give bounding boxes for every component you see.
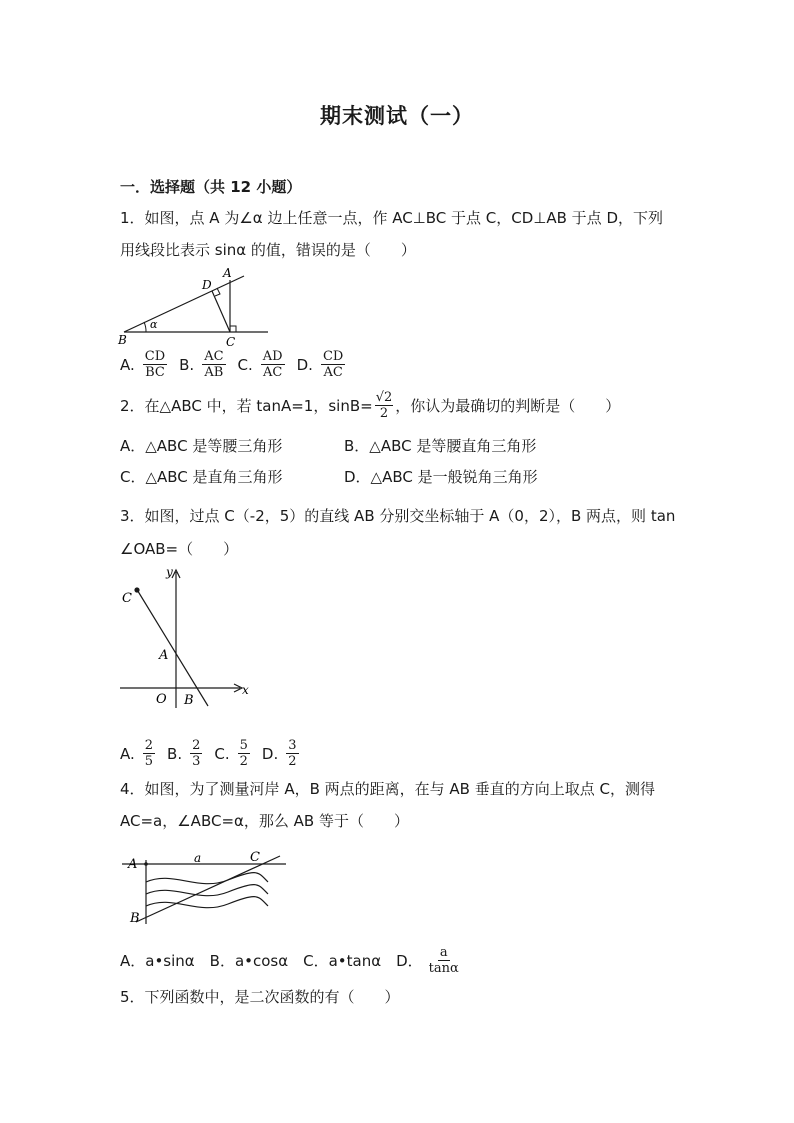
q1-option-d-den: AC bbox=[323, 365, 343, 380]
q3-option-d-label: D. bbox=[261, 744, 279, 763]
q1-option-d-fraction bbox=[321, 349, 345, 380]
q3-options bbox=[120, 738, 311, 769]
q1-label-b: B bbox=[118, 333, 127, 347]
q1-option-d-label: D. bbox=[296, 355, 313, 374]
q3-option-d-fraction bbox=[286, 738, 298, 769]
q1-option-a-label: A. bbox=[120, 355, 135, 374]
q2-options-row2 bbox=[120, 466, 568, 487]
q2-stem bbox=[120, 390, 620, 421]
q1-option-a-num: CD bbox=[144, 349, 166, 364]
q1-option-c-den: AC bbox=[263, 365, 283, 380]
q4-option-d-den: tanα bbox=[428, 961, 459, 976]
q3-line2: ∠OAB=（ ） bbox=[120, 540, 239, 558]
q1-option-d-num: CD bbox=[322, 349, 344, 364]
q4-point-a bbox=[144, 862, 148, 866]
q3-label-a: A bbox=[159, 648, 169, 663]
q4-label-c: C bbox=[250, 850, 260, 865]
section-heading: 一．选择题（共 12 小题） bbox=[120, 178, 302, 196]
q2-frac-den: 2 bbox=[379, 406, 389, 421]
q3-option-a-label: A. bbox=[120, 744, 135, 763]
q1-option-c-label: C. bbox=[237, 355, 253, 374]
q3-option-b-label: B. bbox=[167, 744, 183, 763]
q1-options bbox=[120, 349, 357, 380]
q3-option-a-num: 2 bbox=[144, 738, 154, 753]
q4-figure bbox=[118, 846, 288, 930]
q1-option-d[interactable] bbox=[297, 349, 346, 380]
q2-option-c[interactable]: C．△ABC 是直角三角形 bbox=[120, 468, 283, 486]
q2-prefix: 2．在△ABC 中，若 tanA=1，sinB= bbox=[120, 397, 373, 415]
q3-figure bbox=[116, 562, 256, 712]
q1-angle-arc bbox=[144, 322, 146, 332]
q3-option-d-num: 3 bbox=[288, 738, 297, 753]
q1-option-b-label: B. bbox=[179, 355, 195, 374]
q3-label-b: B bbox=[184, 693, 194, 708]
q3-label-o: O bbox=[156, 692, 167, 707]
q2-option-a[interactable]: A．△ABC 是等腰三角形 bbox=[120, 437, 283, 455]
q3-option-a-den: 5 bbox=[144, 754, 154, 769]
q3-option-d[interactable] bbox=[262, 738, 299, 769]
q4-wave-3 bbox=[146, 897, 268, 908]
q3-option-b[interactable] bbox=[167, 738, 202, 769]
q3-option-a[interactable] bbox=[120, 738, 155, 769]
q1-option-b[interactable] bbox=[179, 349, 225, 380]
q1-option-b-num: AC bbox=[204, 349, 224, 364]
q1-label-alpha: α bbox=[150, 318, 158, 331]
q4-wave-2 bbox=[146, 885, 268, 896]
q1-option-b-fraction bbox=[202, 349, 225, 380]
q3-line1: 3．如图，过点 C（-2，5）的直线 AB 分别交坐标轴于 A（0，2），B 两点，则 tan bbox=[120, 507, 676, 525]
q3-option-b-num: 2 bbox=[192, 738, 201, 753]
q3-option-c-label: C. bbox=[214, 744, 230, 763]
q3-point-c bbox=[134, 587, 139, 592]
q4-options-text[interactable]: A．a•sinα B．a•cosα C．a•tanα D． bbox=[120, 952, 423, 970]
q4-label-b: B bbox=[130, 911, 140, 926]
q3-label-x: x bbox=[242, 683, 249, 697]
q4-option-d-fraction[interactable] bbox=[427, 945, 461, 976]
q1-option-b-den: AB bbox=[204, 365, 224, 380]
q1-option-a[interactable] bbox=[120, 349, 167, 380]
q1-label-c: C bbox=[226, 335, 236, 348]
q1-option-c[interactable] bbox=[238, 349, 285, 380]
q3-option-c-num: 5 bbox=[239, 738, 248, 753]
q4-line-bc bbox=[136, 856, 280, 922]
q2-option-d[interactable]: D．△ABC 是一般锐角三角形 bbox=[344, 468, 538, 486]
q3-option-c-den: 2 bbox=[239, 754, 248, 769]
q4-line1: 4．如图，为了测量河岸 A，B 两点的距离，在与 AB 垂直的方向上取点 C，测得 bbox=[120, 780, 655, 798]
q3-option-b-den: 3 bbox=[192, 754, 201, 769]
q1-option-c-fraction bbox=[261, 349, 285, 380]
q1-label-d: D bbox=[202, 278, 212, 292]
q1-line-cd bbox=[212, 291, 230, 332]
q5-line1: 5．下列函数中，是二次函数的有（ ） bbox=[120, 988, 400, 1006]
q1-figure bbox=[116, 264, 276, 348]
q4-wave-1 bbox=[146, 873, 268, 884]
q2-suffix: ，你认为最确切的判断是（ ） bbox=[395, 397, 621, 415]
q3-option-c[interactable] bbox=[214, 738, 250, 769]
q3-label-c: C bbox=[122, 591, 132, 606]
q1-option-c-num: AD bbox=[262, 349, 283, 364]
q3-option-b-fraction bbox=[190, 738, 202, 769]
q2-fraction bbox=[375, 390, 394, 421]
q3-option-d-den: 2 bbox=[288, 754, 297, 769]
page-title: 期末测试（一） bbox=[320, 104, 474, 128]
q1-option-a-fraction bbox=[143, 349, 167, 380]
q4-options bbox=[120, 945, 461, 976]
q1-right-angle-c bbox=[230, 326, 236, 332]
q3-option-a-fraction bbox=[143, 738, 155, 769]
q4-label-a: A bbox=[128, 857, 138, 872]
q3-label-y: y bbox=[166, 565, 173, 579]
q2-options-row1 bbox=[120, 435, 568, 456]
q4-label-side-a: a bbox=[194, 851, 202, 865]
q2-frac-num: √2 bbox=[375, 390, 393, 405]
q1-line2: 用线段比表示 sinα 的值，错误的是（ ） bbox=[120, 241, 416, 259]
q2-option-b[interactable]: B．△ABC 是等腰直角三角形 bbox=[344, 437, 537, 455]
q1-option-a-den: BC bbox=[145, 365, 165, 380]
q3-option-c-fraction bbox=[238, 738, 250, 769]
q1-label-a: A bbox=[223, 266, 232, 280]
q1-line1: 1．如图，点 A 为∠α 边上任意一点，作 AC⊥BC 于点 C，CD⊥AB 于点 D，下列 bbox=[120, 209, 663, 227]
q4-option-d-num: a bbox=[439, 945, 448, 960]
q4-line2: AC=a，∠ABC=α，那么 AB 等于（ ） bbox=[120, 812, 409, 830]
